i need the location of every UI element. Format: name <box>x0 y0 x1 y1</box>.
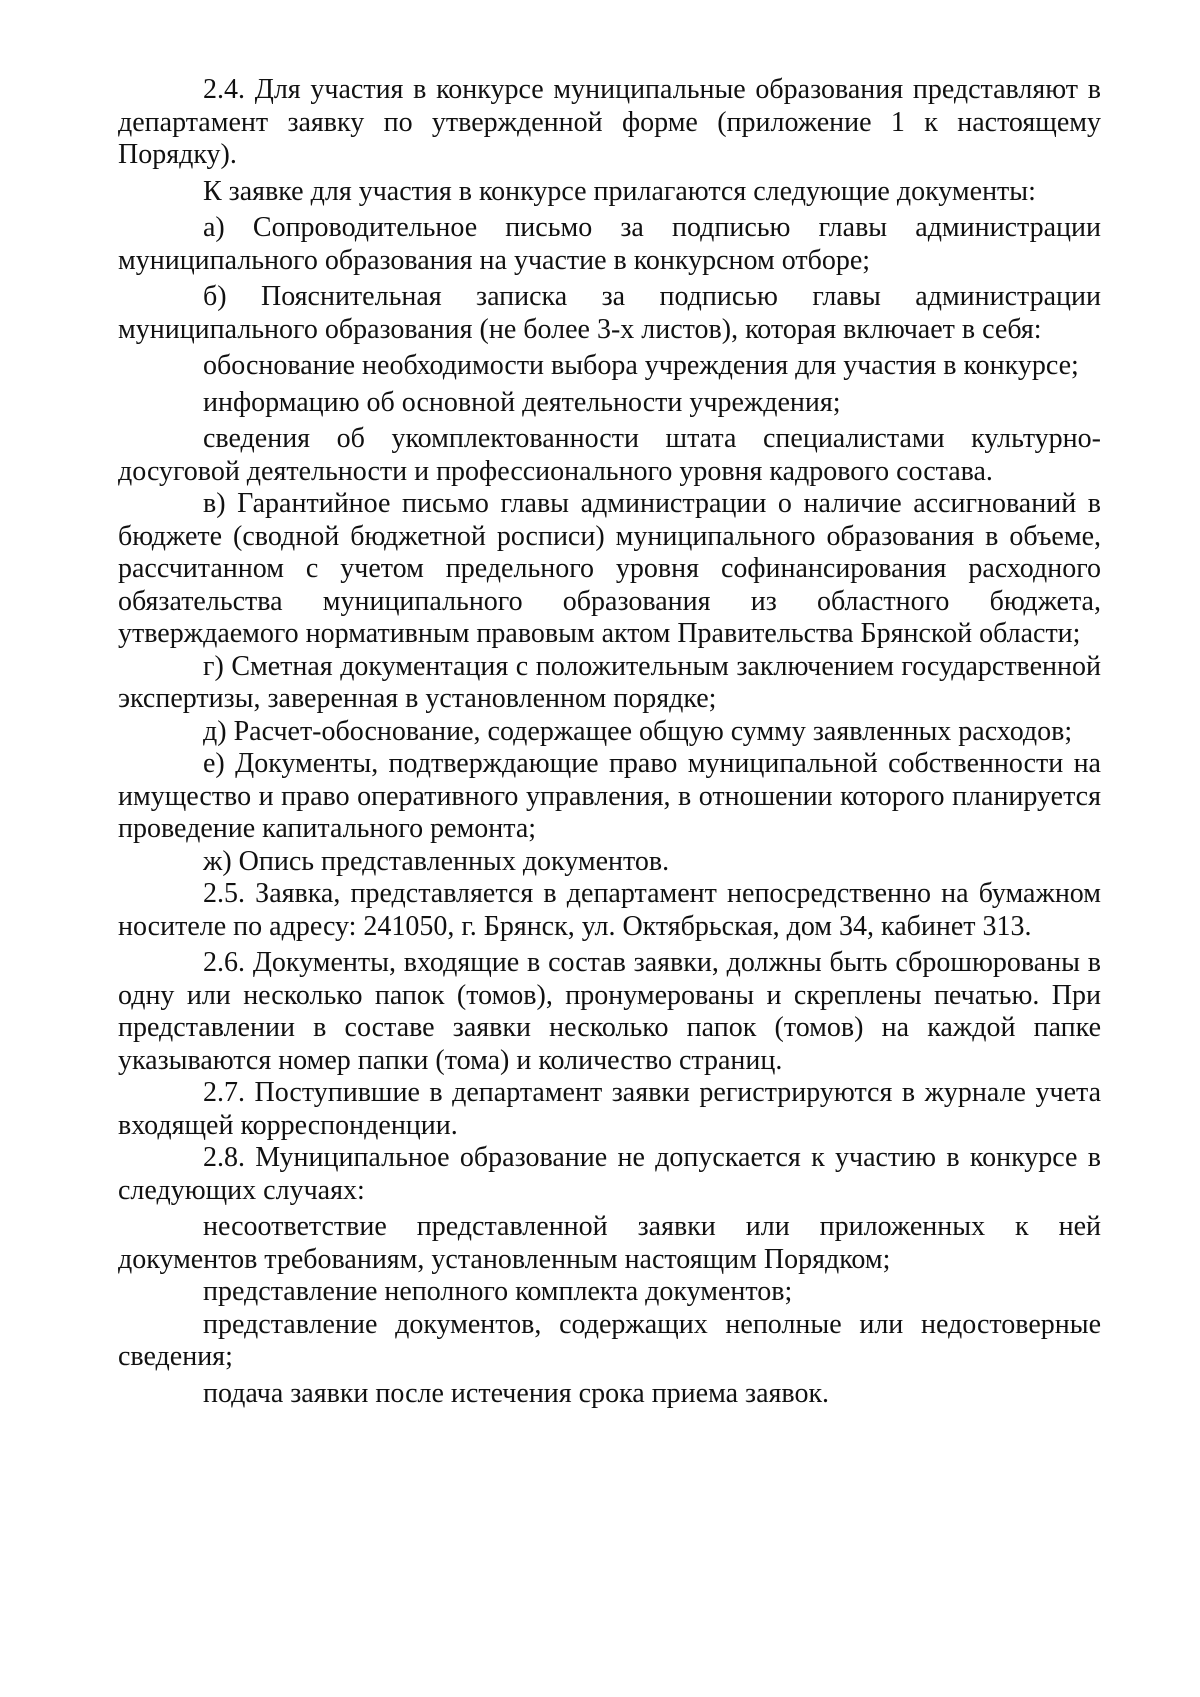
paragraph-item-v: в) Гарантийное письмо главы администрации о наличие ассигнований в бюджете (сводной бюджетной росписи) муниципального образования в объеме, рассчитанном с учетом предельного уровня софинансирования расходного обязательства муниципального образования из областного бюджета, утверждаемого нормативным правовым актом Правительства Брянской области; <box>118 488 1101 649</box>
paragraph-item-b: б) Пояснительная записка за подписью главы администрации муниципального образования (не более 3-х листов), которая включает в себя: <box>118 281 1101 345</box>
paragraph-staffing-info: сведения об укомплектованности штата специалистами культурно-досуговой деятельности и профессионального уровня кадрового состава. <box>118 423 1101 487</box>
paragraph-item-a: а) Сопроводительное письмо за подписью главы администрации муниципального образования на участие в конкурсном отборе; <box>118 212 1101 276</box>
paragraph-2-6: 2.6. Документы, входящие в состав заявки, должны быть сброшюрованы в одну или несколько папок (томов), пронумерованы и скреплены печатью. При представлении в составе заявки несколько папок (томов) на каждой папке указываются номер папки (тома) и количество страниц. <box>118 947 1101 1076</box>
paragraph-2-5: 2.5. Заявка, представляется в департамент непосредственно на бумажном носителе по адресу: 241050, г. Брянск, ул. Октябрьская, дом 34, кабинет 313. <box>118 878 1101 942</box>
paragraph-case-noncompliance: несоответствие представленной заявки или приложенных к ней документов требованиям, установленным настоящим Порядком; <box>118 1211 1101 1275</box>
paragraph-item-e: е) Документы, подтверждающие право муниципальной собственности на имущество и право оперативного управления, в отношении которого планируется проведение капитального ремонта; <box>118 748 1101 844</box>
paragraph-2-8: 2.8. Муниципальное образование не допускается к участию в конкурсе в следующих случаях: <box>118 1142 1101 1206</box>
paragraph-attachments-intro: К заявке для участия в конкурсе прилагаются следующие документы: <box>203 175 1036 207</box>
paragraph-2-7: 2.7. Поступившие в департамент заявки регистрируются в журнале учета входящей корреспонденции. <box>118 1077 1101 1141</box>
paragraph-2-4: 2.4. Для участия в конкурсе муниципальные образования представляют в департамент заявку по утвержденной форме (приложение 1 к настоящему Порядку). <box>118 74 1101 170</box>
paragraph-item-g: г) Сметная документация с положительным заключением государственной экспертизы, заверенная в установленном порядке; <box>118 650 1101 714</box>
paragraph-item-d: д) Расчет-обоснование, содержащее общую сумму заявленных расходов; <box>203 715 1073 747</box>
paragraph-case-unreliable-data: представление документов, содержащих неполные или недостоверные сведения; <box>118 1308 1101 1372</box>
document-page <box>118 74 1101 1410</box>
paragraph-activity-info: информацию об основной деятельности учреждения; <box>203 386 841 418</box>
paragraph-item-zh: ж) Опись представленных документов. <box>203 845 670 877</box>
paragraph-justification: обоснование необходимости выбора учреждения для участия в конкурсе; <box>203 350 1079 381</box>
paragraph-case-incomplete-set: представление неполного комплекта документов; <box>203 1276 793 1307</box>
paragraph-case-late-submission: подача заявки после истечения срока приема заявок. <box>203 1377 830 1409</box>
